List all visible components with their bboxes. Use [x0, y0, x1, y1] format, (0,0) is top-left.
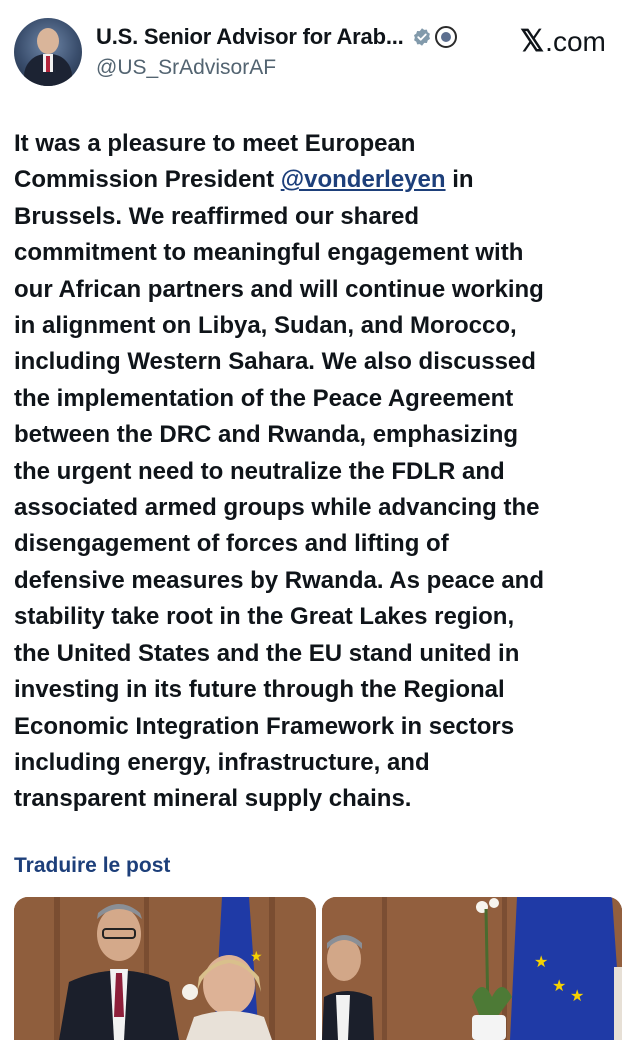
svg-text:★: ★ [570, 988, 585, 1005]
author-avatar[interactable] [14, 18, 82, 86]
photo-2-scene [322, 897, 622, 1040]
avatar-head [37, 28, 59, 54]
state-department-seal-icon [435, 26, 457, 48]
author-name-row [96, 24, 457, 50]
media-grid [14, 897, 622, 1040]
media-photo-2[interactable] [322, 897, 622, 1040]
tweet-text-start: It was a pleasure to meet European Commission President [14, 130, 416, 194]
tweet-text-rest: in Brussels. We reaffirmed our shared commitment to meaningful engagement with our African partners and will continue working in alignment on Libya, Sudan, and Morocco, including Western Sahara. We also discussed the implementation of the Peace Agreement between the DRC and Rwanda, emphasizing the urgent need to neutralize the FDLR and associated armed groups while advancing the disengagement of forces and lifting of defensive measures by Rwanda. As peace and stability take root in the Great Lakes region, the United States and the EU stand united in investing in its future through the Regional Economic Integration Framework in sectors including energy, infrastructure, and transparent mineral supply chains. [14, 166, 545, 813]
translate-post-link[interactable]: Traduire le post [14, 854, 171, 877]
author-display-name[interactable]: U.S. Senior Advisor for Arab... [96, 24, 404, 49]
mention-link[interactable]: @vonderleyen [280, 166, 446, 194]
media-photo-1[interactable] [14, 897, 316, 1040]
svg-text:★: ★ [250, 948, 263, 964]
verified-badge-icon [412, 27, 432, 47]
avatar-tie [46, 56, 50, 72]
tweet-text [14, 126, 622, 818]
svg-text:★: ★ [534, 954, 549, 971]
x-site-label: .com [545, 25, 606, 57]
x-mark: 𝕏 [520, 25, 545, 58]
svg-text:★: ★ [552, 978, 567, 995]
photo-1-scene [14, 897, 316, 1040]
x-logo-icon[interactable] [520, 24, 606, 59]
author-handle[interactable]: @US_SrAdvisorAF [96, 56, 277, 79]
post-header [0, 0, 636, 100]
